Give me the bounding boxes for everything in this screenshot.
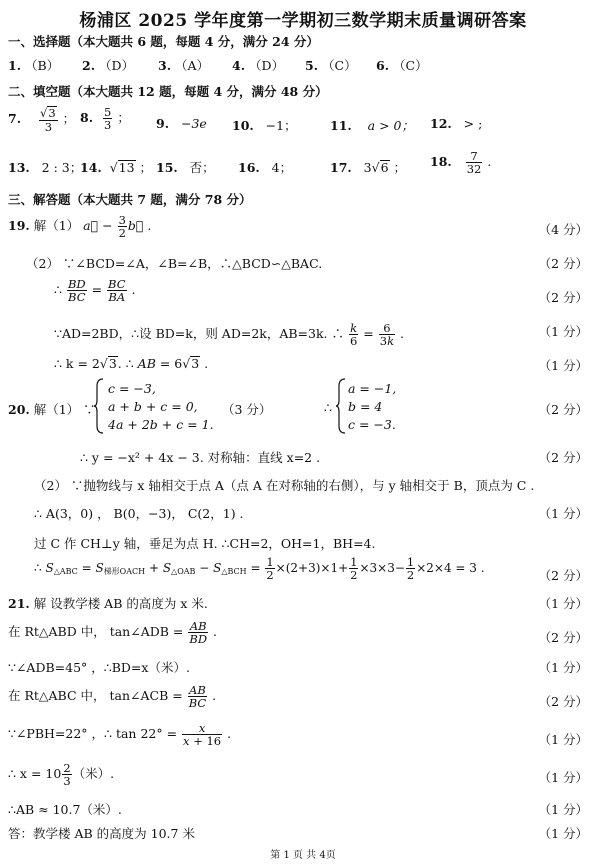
score: （1 分）	[538, 358, 588, 373]
mc-answer: 1. （B）	[8, 58, 60, 73]
score: （2 分）	[538, 450, 588, 465]
fill-answer-7: 7. $\frac{√3}{3}$ ；	[8, 106, 76, 134]
q21-line5: ∵∠PBH=22° ，∴ tan 22° = $\frac{x}{x + 16}$ .	[8, 721, 232, 749]
q20-line5: 过 C 作 CH⊥y 轴，垂足为点 H. ∴CH=2，OH=1，BH=4.	[34, 536, 376, 551]
page-footer: 第 1 页 共 4页	[270, 850, 336, 861]
mc-answer: 2. （D）	[82, 58, 135, 73]
score: （2 分）	[538, 694, 588, 709]
score: （1 分）	[538, 802, 588, 817]
page-title: 杨浦区 2025 学年度第一学期初三数学期末质量调研答案	[79, 11, 527, 31]
therefore: ∴	[324, 400, 332, 415]
solution-system: a = −1, b = 4 c = −3.	[348, 381, 397, 432]
q21-line8: 答：教学楼 AB 的高度为 10.7 米	[8, 826, 195, 841]
score: （1 分）	[538, 770, 588, 785]
fill-answer-11: 11. a > 0；	[330, 118, 414, 133]
q19-line3: ∴ $\frac{BD}{BC}$ = $\frac{BC}{BA}$ .	[54, 277, 136, 305]
q21-line7: ∴AB ≈ 10.7（米）.	[8, 802, 122, 817]
q19-line1: 19. 解（1） a⃗ − $\frac{3}{2}$ b⃗ .	[8, 213, 152, 241]
section2-heading: 二、填空题（本大题共 12 题，每题 4 分，满分 48 分）	[8, 84, 328, 99]
q20-line2: ∴ y = −x² + 4x − 3. 对称轴：直线 x=2 .	[80, 450, 321, 465]
mc-answer: 4. （D）	[232, 58, 285, 73]
fill-answer-10: 10. −1；	[232, 118, 297, 133]
mc-answer: 6. （C）	[376, 58, 428, 73]
score: （2 分）	[538, 402, 588, 417]
mc-answer: 3. （A）	[158, 58, 210, 73]
score: （1 分）	[538, 324, 588, 339]
fill-answer-14: 14. √13 ；	[80, 160, 153, 175]
score: （4 分）	[538, 222, 588, 237]
q20-line4: ∴ A(3，0) ， B(0，−3)， C(2，1) .	[34, 506, 244, 521]
equation-system: c = −3, a + b + c = 0, 4a + 2b + c = 1.	[108, 381, 214, 432]
fill-answer-15: 15. 否；	[156, 160, 215, 175]
q21-line6: ∴ x = 10 $\frac{2}{3}$ （米）.	[8, 761, 115, 789]
fill-answer-9: 9. −3e	[156, 116, 207, 131]
section3-heading: 三、解答题（本大题共 7 题，满分 78 分）	[8, 192, 252, 207]
q19-line5: ∴ k = 2√3. ∴ AB = 6√3 .	[54, 356, 209, 371]
score: （1 分）	[538, 596, 588, 611]
score: （1 分）	[538, 826, 588, 841]
score: （2 分）	[538, 630, 588, 645]
q21-line3: ∵∠ADB=45° ，∴BD=x（米）.	[8, 660, 190, 675]
q20-line6: ∴ $S_{\triangle ABC} = S_{梯形OACH} + S_{\triangle OAB} - S_{\triangle BCH}$ = $\frac{1}{2}$ ×(2+3)×1+ $\frac{1}{2}$ ×3×3− $\frac{1}{2}$ ×2×4 = 3 .	[34, 555, 485, 583]
fill-answer-13: 13. 2 : 3；	[8, 160, 83, 175]
score: （2 分）	[538, 256, 588, 271]
fill-answer-8: 8. $\frac{5}{3}$ ；	[80, 105, 130, 133]
q19-line2: （2） ∵∠BCD=∠A，∠B=∠B，∴△BCD∽△BAC.	[26, 256, 323, 271]
score: （2 分）	[538, 290, 588, 305]
brace-icon	[94, 378, 104, 434]
score: （2 分）	[538, 568, 588, 583]
q21-line4: 在 Rt△ABC 中， tan∠ACB = $\frac{AB}{BC}$ .	[8, 683, 217, 711]
mc-answer: 5. （C）	[305, 58, 357, 73]
q20-line1: 20. 解（1） ∵	[8, 402, 96, 417]
score: （3 分）	[222, 402, 272, 417]
fill-answer-18: 18. $\frac{7}{32}$ .	[430, 149, 492, 177]
score: （1 分）	[538, 732, 588, 747]
q21-line2: 在 Rt△ABD 中， tan∠ADB = $\frac{AB}{BD}$ .	[8, 619, 217, 647]
fill-answer-12: 12. > ;	[430, 116, 483, 131]
score: （1 分）	[538, 660, 588, 675]
brace-icon	[336, 378, 346, 434]
mc-answers	[8, 56, 59, 74]
fill-answer-17: 17. 3√6 ；	[330, 160, 407, 175]
q21-line1: 21. 解 设教学楼 AB 的高度为 x 米.	[8, 596, 208, 611]
q19-line4: ∵AD=2BD，∴设 BD=k，则 AD=2k，AB=3k. ∴ $\frac{k}{6}$ = $\frac{6}{3k}$ .	[54, 321, 404, 349]
section1-heading: 一、选择题（本大题共 6 题，每题 4 分，满分 24 分）	[8, 34, 319, 49]
fill-answer-16: 16. 4；	[238, 160, 293, 175]
score: （1 分）	[538, 506, 588, 521]
q20-line3: （2） ∵抛物线与 x 轴相交于点 A（点 A 在对称轴的右侧），与 y 轴相交于 B，顶点为 C .	[34, 478, 535, 493]
